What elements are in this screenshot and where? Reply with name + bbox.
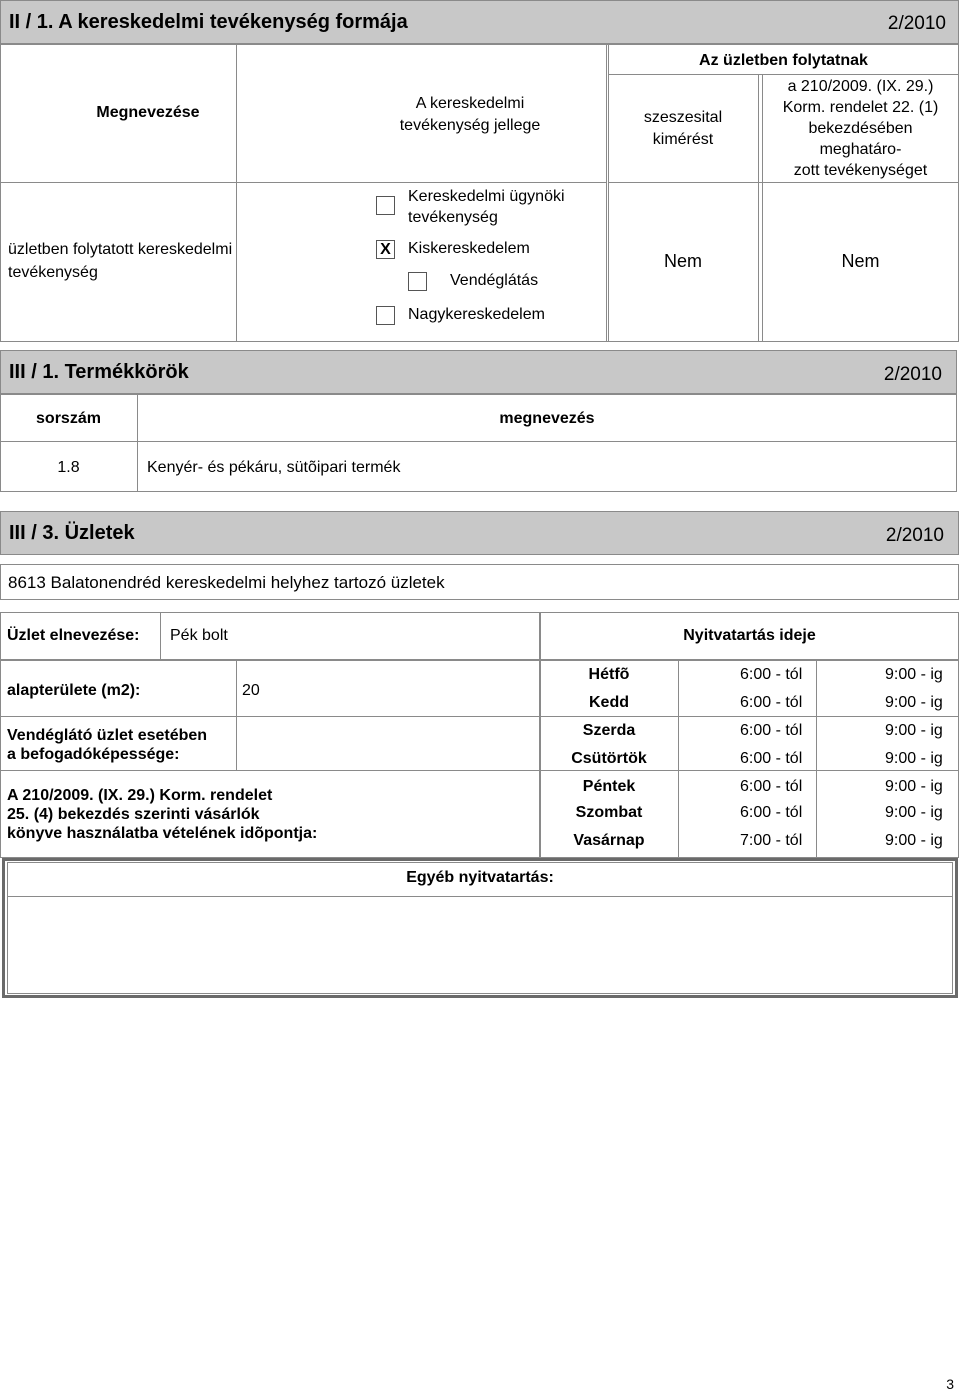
hours-to: 9:00 - ig [885,722,943,739]
hours-to: 9:00 - ig [885,832,943,849]
col-header-sorszam: sorszám [36,410,101,427]
section-title: III / 1. Termékkörök [9,361,189,383]
section-date: 2/2010 [887,13,946,34]
checkbox-kiskereskedelem[interactable]: X [376,240,395,259]
table-row-megnevezes: Kenyér- és pékáru, sütõipari termék [147,459,401,476]
hours-row-szerda [540,722,959,744]
option-nagykereskedelem-label: Nagykereskedelem [408,306,545,323]
hours-row-csutortok [540,750,959,772]
col-header-szeszesital: szeszesital kimérést [643,109,723,148]
hours-to: 9:00 - ig [885,804,943,821]
checkbox-ugynoki[interactable] [376,196,395,215]
option-kiskereskedelem-label: Kiskereskedelem [408,240,530,257]
location-text: 8613 Balatonendréd kereskedelmi helyhez tartozó üzletek [8,573,445,592]
other-hours-label: Egyéb nyitvatartás: [406,869,554,886]
col-header-megnevezes-termek: megnevezés [499,410,595,427]
area-value: 20 [242,682,260,699]
store-name-value: Pék bolt [170,627,228,644]
col-header-rendelet: a 210/2009. (IX. 29.) Korm. rendelet 22. (1) bekezdésében meghatáro- zott tevékenységet [782,78,939,179]
checkbox-nagykereskedelem[interactable] [376,306,395,325]
hours-to: 9:00 - ig [885,750,943,767]
termekkorok-table [0,394,957,492]
section-header-tevekenyseg-formaja [0,0,959,44]
hours-to: 9:00 - ig [885,778,943,795]
hours-day: Péntek [582,778,636,795]
store-name-label: Üzlet elnevezése: [7,627,140,644]
hours-from: 6:00 - tól [740,750,803,767]
hours-from: 6:00 - tól [740,666,803,683]
section-title: II / 1. A kereskedelmi tevékenység formája [9,11,408,33]
hours-from: 6:00 - tól [740,694,803,711]
page-number: 3 [946,1376,954,1391]
hours-from: 6:00 - tól [740,804,803,821]
location-box [0,564,959,600]
checkbox-vendeglatas[interactable] [408,272,427,291]
hours-day: Vasárnap [573,832,645,849]
section-date: 2/2010 [883,364,942,385]
hours-from: 7:00 - tól [740,832,803,849]
area-label: alapterülete (m2): [7,682,141,699]
col-header-folytatnak: Az üzletben folytatnak [699,52,868,69]
hours-to: 9:00 - ig [885,666,943,683]
hours-row-pentek [540,778,959,800]
hours-from: 6:00 - tól [740,722,803,739]
section-date: 2/2010 [885,525,944,546]
section-header-termekkorok [0,350,957,394]
hours-day: Szombat [575,804,643,821]
table-row-sorszam: 1.8 [57,459,80,476]
value-szeszesital: Nem [663,251,702,271]
hours-row-kedd [540,694,959,716]
hours-day: Kedd [589,694,629,711]
option-vendeglatas-label: Vendéglátás [450,272,539,289]
value-rendelet: Nem [841,251,880,271]
hours-from: 6:00 - tól [740,778,803,795]
hours-day: Hétfõ [588,666,630,683]
hours-to: 9:00 - ig [885,694,943,711]
hours-row-vasarnap [540,832,959,854]
section-title: III / 3. Üzletek [9,522,135,544]
capacity-label: Vendéglátó üzlet esetében a befogadóképessége: [7,727,208,763]
book-label: A 210/2009. (IX. 29.) Korm. rendelet 25. (4) bekezdés szerinti vásárlók könyve használatba vételének idõpontja: [7,787,318,842]
section-header-uzletek [0,511,959,555]
hours-row-hetfo [540,666,959,688]
col-header-jelleg: A kereskedelmi tevékenység jellege [399,95,541,134]
hours-day: Csütörtök [571,750,647,767]
hours-day: Szerda [582,722,636,739]
col-header-megnevezes: Megnevezése [96,104,200,121]
hours-title: Nyitvatartás ideje [683,627,816,644]
row-name-uzletben: üzletben folytatott kereskedelmi tevékenység [8,241,233,281]
hours-row-szombat [540,804,959,826]
option-ugynoki-label: Kereskedelmi ügynöki tevékenység [408,188,565,226]
